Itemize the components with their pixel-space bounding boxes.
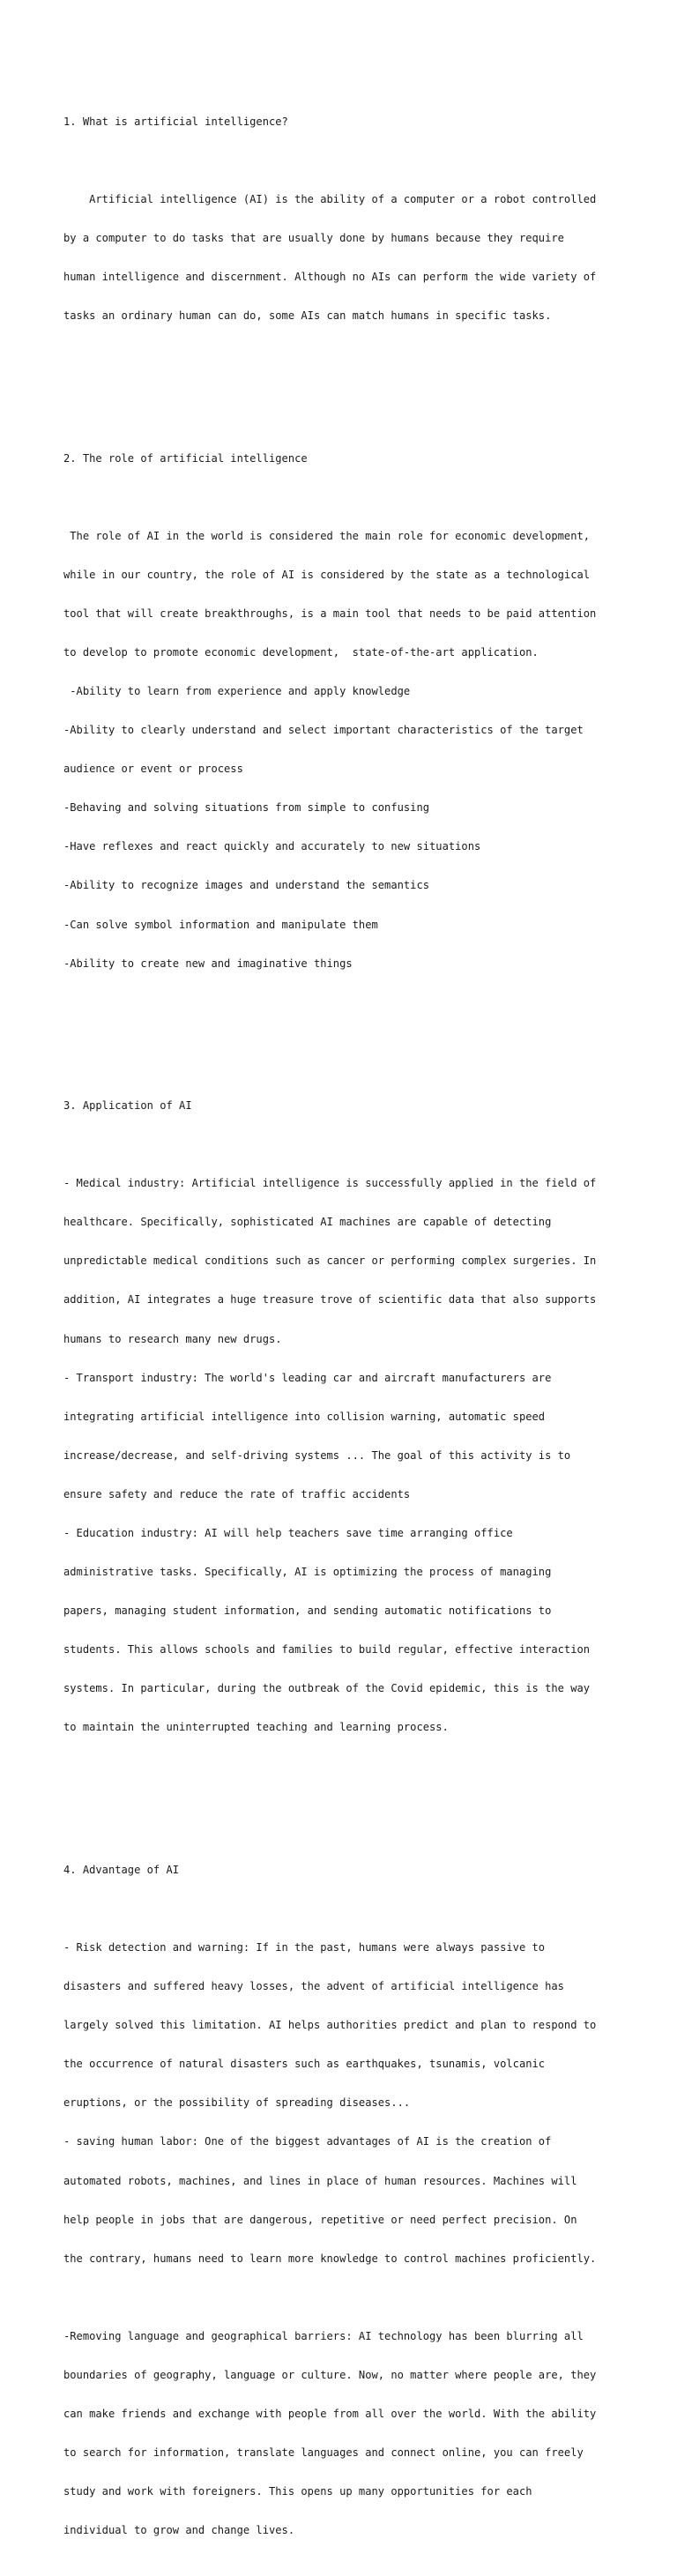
paragraph-line: ensure safety and reduce the rate of traffic accidents <box>63 1487 411 1500</box>
document-page <box>63 63 619 2576</box>
paragraph-line: students. This allows schools and families to build regular, effective interaction <box>63 1643 591 1657</box>
section-heading: 3. Application of AI <box>63 1099 192 1113</box>
section-heading: 4. Advantage of AI <box>63 1863 180 1876</box>
paragraph-line: - saving human labor: One of the biggest advantages of AI is the creation of <box>63 2135 552 2148</box>
paragraph-line: addition, AI integrates a huge treasure trove of scientific data that also supports <box>63 1293 597 1307</box>
paragraph-line: healthcare. Specifically, sophisticated AI machines are capable of detecting <box>63 1216 552 1229</box>
paragraph-line: study and work with foreigners. This opens up many opportunities for each <box>63 2485 532 2498</box>
list-item: -Ability to clearly understand and select important characteristics of the target <box>63 724 584 737</box>
list-item: -Behaving and solving situations from simple to confusing <box>63 801 430 815</box>
paragraph-line: humans to research many new drugs. <box>63 1332 282 1345</box>
section-1 <box>63 89 619 387</box>
list-item: -Ability to learn from experience and apply knowledge <box>63 684 411 697</box>
section-heading: 2. The role of artificial intelligence <box>63 451 308 465</box>
paragraph-line: - Medical industry: Artificial intelligence is successfully applied in the field of <box>63 1177 597 1190</box>
section-4 <box>63 1838 619 2564</box>
paragraph-line: administrative tasks. Specifically, AI is optimizing the process of managing <box>63 1566 552 1579</box>
paragraph-line: - Risk detection and warning: If in the past, humans were always passive to <box>63 1940 546 1954</box>
section-3 <box>63 1074 619 1799</box>
paragraph-line: integrating artificial intelligence into collision warning, automatic speed <box>63 1410 546 1423</box>
paragraph-line: disasters and suffered heavy losses, the advent of artificial intelligence has <box>63 1980 564 1993</box>
paragraph-line: boundaries of geography, language or culture. Now, no matter where people are, they <box>63 2368 597 2381</box>
paragraph-line: to develop to promote economic development, state-of-the-art application. <box>63 645 539 659</box>
list-item: -Ability to recognize images and understand the semantics <box>63 879 430 892</box>
list-item: -Have reflexes and react quickly and accurately to new situations <box>63 840 481 853</box>
paragraph-line: while in our country, the role of AI is considered by the state as a technological <box>63 568 591 581</box>
paragraph-line: papers, managing student information, and sending automatic notifications to <box>63 1604 552 1618</box>
paragraph-line: tool that will create breakthroughs, is a main tool that needs to be paid attention <box>63 607 597 620</box>
paragraph-line: help people in jobs that are dangerous, repetitive or need perfect precision. On <box>63 2213 577 2226</box>
section-2 <box>63 426 619 1034</box>
paragraph-line: eruptions, or the possibility of spreading diseases... <box>63 2096 411 2110</box>
paragraph-line: to search for information, translate languages and connect online, you can freely <box>63 2446 584 2460</box>
paragraph-line: the occurrence of natural disasters such as earthquakes, tsunamis, volcanic <box>63 2058 546 2071</box>
paragraph-line: individual to grow and change lives. <box>63 2524 295 2537</box>
paragraph-line: - Education industry: AI will help teachers save time arranging office <box>63 1527 513 1539</box>
list-item: audience or event or process <box>63 763 243 776</box>
paragraph-line: to maintain the uninterrupted teaching and learning process. <box>63 1721 449 1734</box>
paragraph-line: systems. In particular, during the outbreak of the Covid epidemic, this is the way <box>63 1682 591 1695</box>
paragraph-line: unpredictable medical conditions such as cancer or performing complex surgeries. In <box>63 1254 597 1268</box>
paragraph-line: tasks an ordinary human can do, some AIs can match humans in specific tasks. <box>63 309 552 323</box>
paragraph-line: can make friends and exchange with people from all over the world. With the ability <box>63 2407 597 2420</box>
paragraph-line: human intelligence and discernment. Although no AIs can perform the wide variety of <box>63 271 597 283</box>
list-item: -Ability to create new and imaginative things <box>63 957 353 970</box>
section-heading: 1. What is artificial intelligence? <box>63 115 288 128</box>
list-item: -Can solve symbol information and manipulate them <box>63 918 378 931</box>
paragraph-line: increase/decrease, and self-driving systems ... The goal of this activity is to <box>63 1448 571 1462</box>
paragraph-line: - Transport industry: The world's leading car and aircraft manufacturers are <box>63 1371 552 1384</box>
paragraph-line: by a computer to do tasks that are usually done by humans because they require <box>63 231 564 244</box>
paragraph-line: Artificial intelligence (AI) is the ability of a computer or a robot controlled <box>63 192 597 205</box>
paragraph-line: automated robots, machines, and lines in place of human resources. Machines will <box>63 2174 577 2187</box>
paragraph-line: largely solved this limitation. AI helps authorities predict and plan to respond to <box>63 2019 597 2032</box>
paragraph-line: The role of AI in the world is considered the main role for economic development, <box>63 529 591 542</box>
paragraph-line: the contrary, humans need to learn more knowledge to control machines proficiently. <box>63 2252 597 2265</box>
paragraph-line: -Removing language and geographical barriers: AI technology has been blurring all <box>63 2329 584 2342</box>
